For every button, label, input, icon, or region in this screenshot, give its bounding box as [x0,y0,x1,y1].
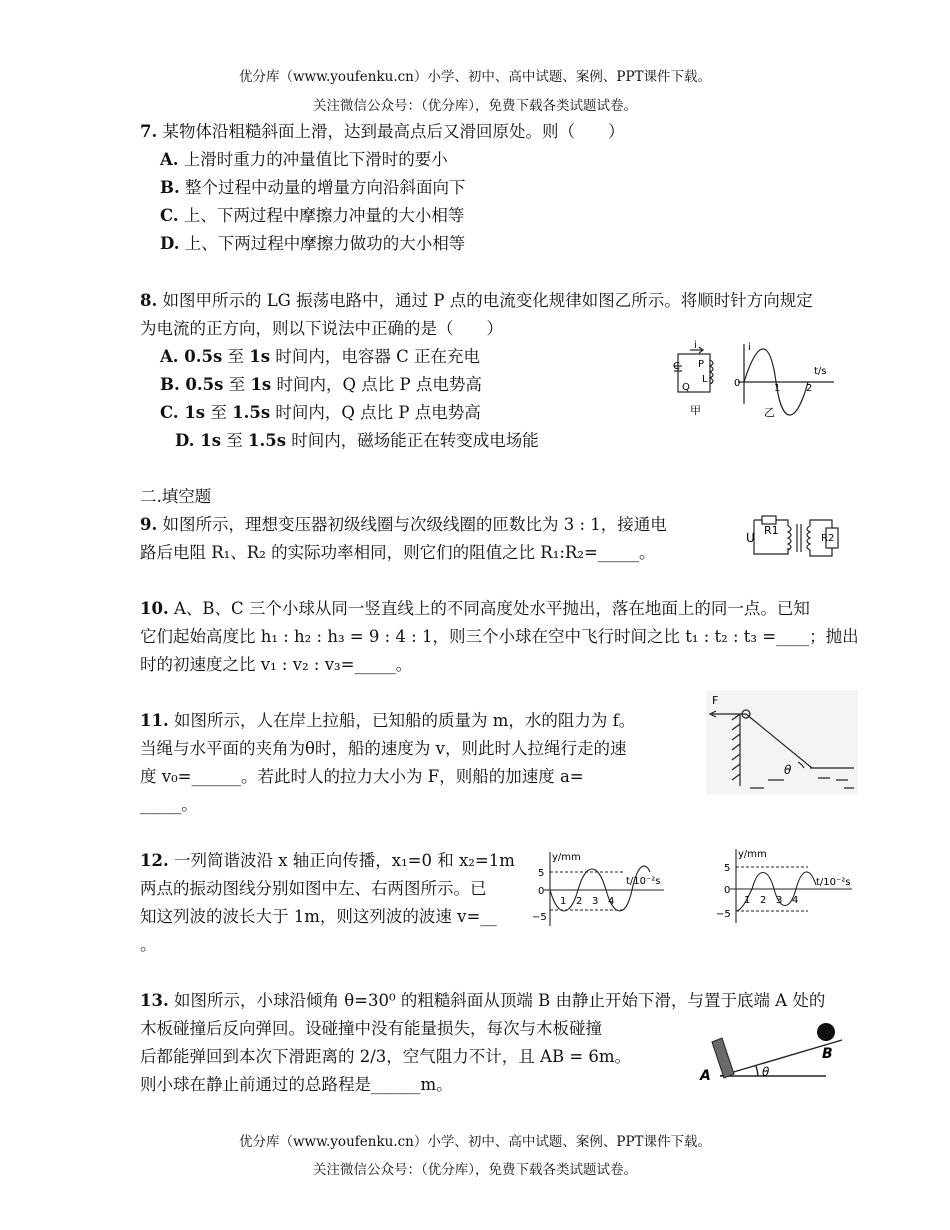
tick-3: 3 [776,895,783,906]
option-text: 上滑时重力的冲量值比下滑时的要小 [178,150,448,169]
label-yi: 乙 [764,406,775,419]
axis-label-y: y/mm [738,849,767,860]
option-text: 时间内，Q 点比 P 点电势高 [271,375,482,394]
option-label: C. 1s [160,403,206,422]
tick-2: 2 [806,383,813,394]
tick-4: 4 [792,895,799,906]
question-13-text-1: 如图所示，小球沿倾角 θ=30⁰ 的粗糙斜面从顶端 B 由静止开始下滑，与置于底端 A 处的 [168,991,826,1010]
question-12-text-4: 。 [140,935,157,954]
transformer-figure [742,508,850,560]
boat-pulling-figure [706,690,858,794]
incline-figure [696,1018,846,1084]
question-13-number: 13. [140,991,169,1010]
tick-0: 0 [734,378,741,389]
vibration-graph-right [712,845,860,925]
option-label: B. [160,178,180,197]
option-label: A. [160,150,179,169]
question-11-text-4: _____。 [140,795,198,814]
tick-plus5: 5 [724,863,731,874]
option-mid: 至 [205,403,233,422]
question-9-number: 9. [140,515,158,534]
option-mid: 至 [220,431,248,450]
question-7-number: 7. [140,122,158,141]
option-mid: 至 [222,347,250,366]
vibration-graph-left [528,848,668,928]
option-text: 时间内，磁场能正在转变成电场能 [285,431,539,450]
q7-option-a [160,146,448,170]
label-p: P [698,359,705,370]
page-footer-line1: 优分库（www.youfenku.cn）小学、初中、高中试题、案例、PPT课件下载。 [238,1134,712,1150]
question-10-text-1: A、B、C 三个小球从同一竖直线上的不同高度处水平抛出，落在地面上的同一点。已知 [168,599,810,618]
lc-circuit-figure [668,338,838,420]
page-footer-line2: 关注微信公众号：（优分库），免费下载各类试题试卷。 [313,1162,637,1178]
label-r1: R1 [764,524,779,537]
q8-option-b [160,371,482,395]
question-8-stem [140,287,813,311]
question-8-number: 8. [140,291,158,310]
label-theta: θ [762,1065,770,1079]
tick-minus5: −5 [716,909,731,920]
question-8-text-2: 为电流的正方向，则以下说法中正确的是（ ） [140,319,503,338]
question-10-text-2: 它们起始高度比 h₁ : h₂ : h₃ = 9 : 4 : 1，则三个小球在空中飞行时间之比 t₁ : t₂ : t₃ =____；抛出 [140,627,859,646]
question-9-text-1: 如图所示，理想变压器初级线圈与次级线圈的匝数比为 3 : 1，接通电 [157,515,667,534]
label-f: F [712,694,719,707]
q7-option-d [160,230,465,254]
question-9-stem [140,511,667,535]
option-bold: 1s [250,375,272,394]
question-12-text-1: 一列简谐波沿 x 轴正向传播，x₁=0 和 x₂=1m [168,851,515,870]
option-text: 时间内，电容器 C 正在充电 [270,347,480,366]
question-8-text-1: 如图甲所示的 LG 振荡电路中，通过 P 点的电流变化规律如图乙所示。将顺时针方向规定 [157,291,813,310]
option-label: C. [160,206,179,225]
tick-1: 1 [560,896,567,907]
question-11-stem [140,707,635,731]
question-13-text-2: 木板碰撞后反向弹回。设碰撞中没有能量损失，每次与木板碰撞 [140,1019,602,1038]
current-graph [738,344,834,415]
page-header-line2: 关注微信公众号：（优分库），免费下载各类试题试卷。 [313,98,637,114]
page-header-line1: 优分库（www.youfenku.cn）小学、初中、高中试题、案例、PPT课件下载。 [238,69,712,85]
axis-label-t: t/10⁻²s [626,876,661,887]
option-label: D. 1s [175,431,221,450]
ball [817,1023,835,1041]
option-text: 整个过程中动量的增量方向沿斜面向下 [179,178,466,197]
question-12-text-2: 两点的振动图线分别如图中左、右两图所示。已 [140,879,487,898]
question-11-text-3: 度 v₀=______。若此时人的拉力大小为 F，则船的加速度 a= [140,767,584,786]
question-7-stem [140,118,624,142]
label-i-current: i [694,340,697,351]
question-12-number: 12. [140,851,169,870]
label-r2: R2 [821,533,835,544]
q7-option-b [160,174,465,198]
figure-background [706,690,858,794]
option-bold: 1.5s [232,403,271,422]
axis-label-t: t/10⁻²s [816,877,851,888]
option-mid: 至 [223,375,251,394]
label-l: L [702,374,708,385]
q8-option-c [160,399,481,423]
label-a: A [700,1068,711,1084]
tick-0: 0 [538,886,545,897]
question-7-text: 某物体沿粗糙斜面上滑，达到最高点后又滑回原处。则（ ） [157,122,625,141]
tick-minus5: −5 [532,912,547,923]
tick-plus5: 5 [538,868,545,879]
section-title-fill-in: 二.填空题 [140,487,212,506]
label-u: U [746,531,755,545]
axis-label-i: i [748,342,751,353]
q8-option-a [160,343,480,367]
option-label: B. 0.5s [160,375,224,394]
q7-option-c [160,202,464,226]
tick-0: 0 [724,885,731,896]
question-13-stem [140,987,825,1011]
question-9-text-2: 路后电阻 R₁、R₂ 的实际功率相同，则它们的阻值之比 R₁:R₂=_____。 [140,543,656,562]
tick-2: 2 [760,895,767,906]
question-10-text-3: 时的初速度之比 v₁ : v₂ : v₃=_____。 [140,655,413,674]
option-text: 上、下两过程中摩擦力做功的大小相等 [179,234,466,253]
label-q: Q [682,382,690,393]
question-12-text-3: 知这列波的波长大于 1m，则这列波的波速 v=__ [140,907,497,926]
axis-label-y: y/mm [552,852,581,863]
question-12-stem [140,847,515,871]
tick-3: 3 [592,896,599,907]
question-11-number: 11. [140,711,169,730]
option-label: D. [160,234,180,253]
option-text: 上、下两过程中摩擦力冲量的大小相等 [178,206,465,225]
question-13-text-3: 后都能弹回到本次下滑距离的 2/3，空气阻力不计，且 AB = 6m。 [140,1047,632,1066]
option-bold: 1.5s [247,431,286,450]
tick-1: 1 [744,895,751,906]
label-jia: 甲 [690,404,701,417]
question-13-text-4: 则小球在静止前通过的总路程是______m。 [140,1075,453,1094]
label-theta: θ [784,763,792,777]
label-c: C [673,361,680,372]
question-10-stem [140,595,810,619]
tick-4: 4 [608,896,615,907]
question-11-text-2: 当绳与水平面的夹角为θ时，船的速度为 v，则此时人拉绳行走的速 [140,739,627,758]
tick-2: 2 [576,896,583,907]
question-11-text-1: 如图所示，人在岸上拉船，已知船的质量为 m，水的阻力为 f。 [168,711,636,730]
question-10-number: 10. [140,599,169,618]
option-text: 时间内，Q 点比 P 点电势高 [270,403,481,422]
q8-option-d [175,427,539,451]
wooden-board [712,1038,734,1078]
tick-1: 1 [774,383,781,394]
axis-label-t: t/s [814,366,827,377]
option-label: A. 0.5s [160,347,223,366]
left-graph-lines [544,852,664,926]
option-bold: 1s [249,347,271,366]
label-b: B [822,1046,833,1062]
